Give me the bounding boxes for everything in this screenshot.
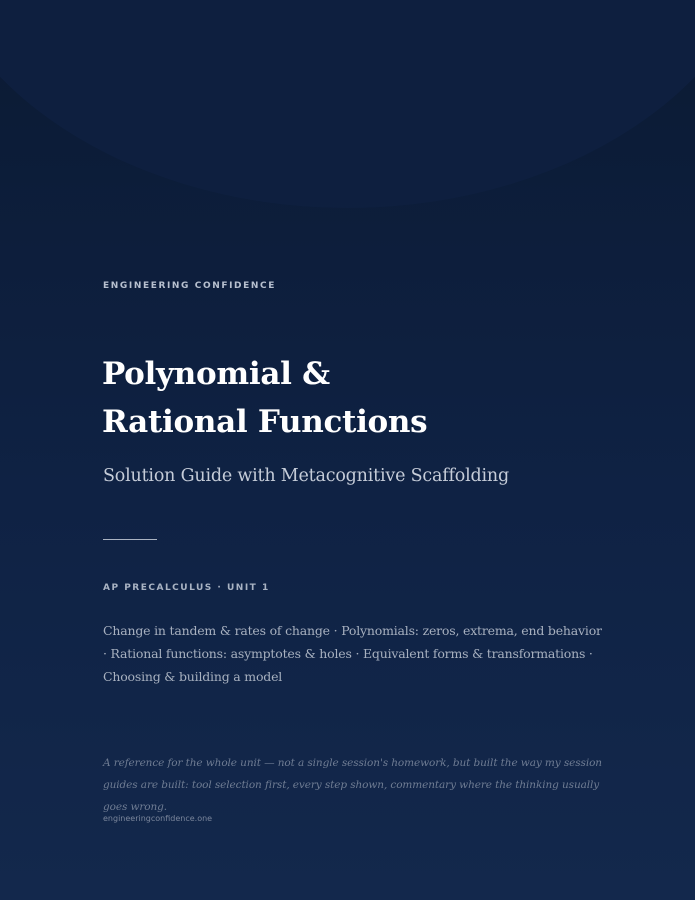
decorative-arc xyxy=(0,0,695,208)
website-url: engineeringconfidence.one xyxy=(103,814,213,823)
topics-list: Change in tandem & rates of change · Polynomials: zeros, extrema, end behavior · Rational functions: asymptotes & holes · Equivalent forms & transformations · Choosing & building a model xyxy=(103,623,602,684)
document-title xyxy=(102,350,427,446)
title-line-2: Rational Functions xyxy=(102,404,428,440)
brand-label: ENGINEERING CONFIDENCE xyxy=(103,281,276,291)
document-subtitle: Solution Guide with Metacognitive Scaffolding xyxy=(103,466,509,486)
divider xyxy=(103,539,157,540)
unit-label: AP PRECALCULUS · UNIT 1 xyxy=(103,583,270,593)
title-line-1: Polynomial & xyxy=(102,356,330,392)
intro-note: A reference for the whole unit — not a single session's homework, but built the way my session guides are built: tool selection first, every step shown, commentary where the thinking usually goes wrong. xyxy=(103,757,602,813)
